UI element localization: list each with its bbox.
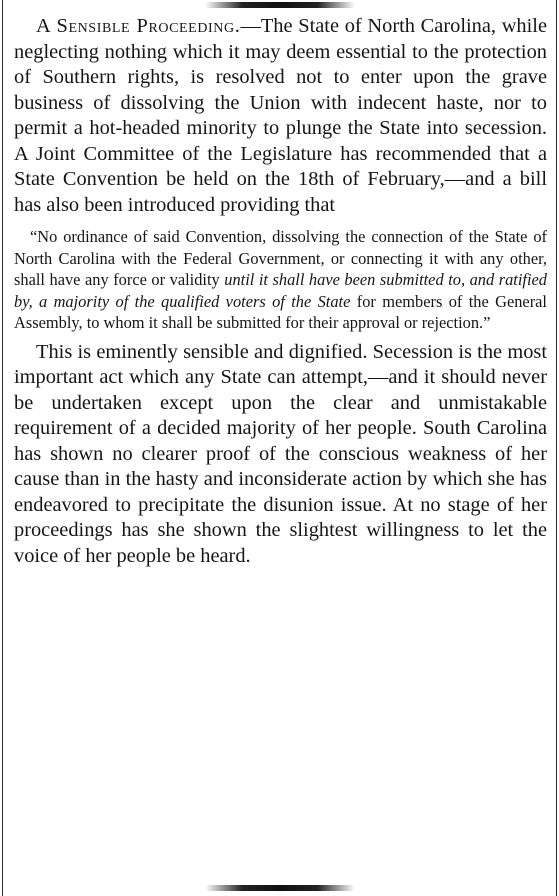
- quote-text-part-1: “No ordinance of said Convention, dissolving the connection of the State of North Carolina with the Federal Government, or connecting it with any other, shall have any force or validity: [14, 227, 547, 289]
- bottom-ornamental-rule: [205, 885, 355, 891]
- quote-italic-text: until it shall have been submitted to, and ratified by, a majority of the qualified voters of the State: [14, 270, 547, 311]
- article-paragraph-1: [14, 14, 547, 218]
- column-rule-left: [2, 0, 3, 896]
- quote-text-part-2: for members of the General Assembly, to whom it shall be submitted for their approval or rejection.”: [14, 291, 547, 332]
- column-rule-right: [556, 0, 557, 896]
- article-headline: A Sensible Proceeding.: [36, 15, 241, 37]
- paragraph-1-text: The State of North Carolina, while neglecting nothing which it may deem essential to the protection of Southern rights, is resolved not to enter upon the grave business of dissolving the Union with indecent haste, nor to permit a hot-headed minority to plunge the State into secession. A Joint Committee of the Legislature has recommended that a State Convention be held on the 18th of February,—and a bill has also been introduced providing that: [14, 15, 547, 216]
- headline-dash: —: [240, 15, 261, 37]
- top-ornamental-rule: [205, 2, 355, 8]
- quoted-bill-excerpt: [14, 226, 547, 334]
- article: [14, 14, 547, 569]
- article-paragraph-2: This is eminently sensible and dignified. Secession is the most important act which any State can attempt,—and it should never be undertaken except upon the clear and unmistakable requirement of a decided majority of her people. South Carolina has shown no clearer proof of the conscious weakness of her cause than in the hasty and inconsiderate action by which she has endeavored to precipitate the disunion issue. At no stage of her proceedings has she shown the slightest willingness to let the voice of her people be heard.: [14, 340, 547, 567]
